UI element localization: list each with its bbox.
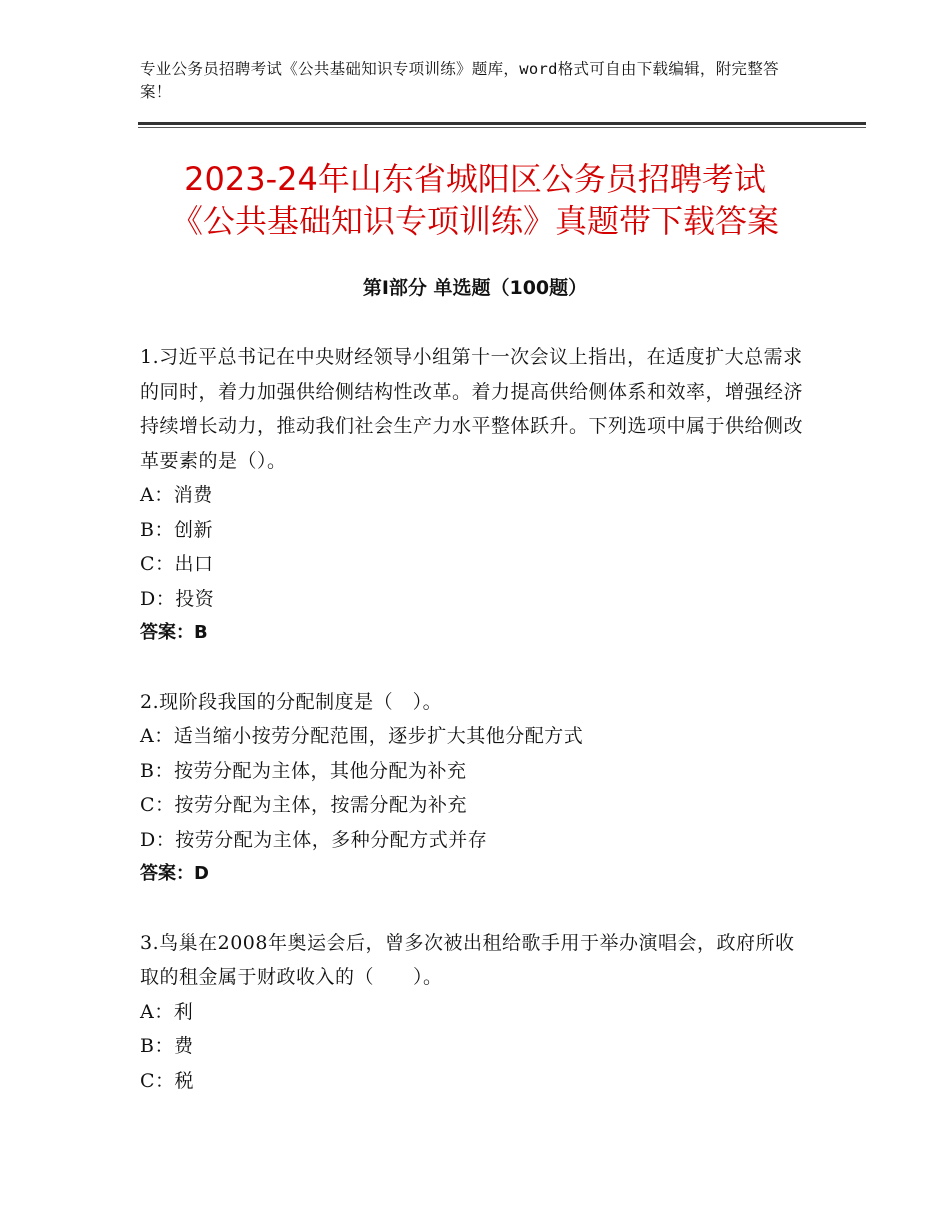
option-a: A：消费 (140, 484, 213, 506)
option-a: A：利 (140, 1000, 194, 1023)
answer: 答案：B (140, 622, 208, 643)
option-b: B：创新 (140, 518, 213, 541)
option-b: B：按劳分配为主体，其他分配为补充 (140, 759, 467, 782)
header-note: 专业公务员招聘考试《公共基础知识专项训练》题库，word格式可自由下载编辑，附完整答案！ (140, 60, 779, 101)
header-divider-thin (138, 127, 866, 128)
question-spacer (140, 651, 810, 685)
section-title: 第Ⅰ部分 单选题（100题） (362, 277, 588, 299)
header-divider-thick (138, 122, 866, 125)
question-spacer (140, 892, 810, 926)
option-c: C：税 (140, 1069, 195, 1092)
question-stem: 2.现阶段我国的分配制度是（ ）。 (140, 690, 443, 713)
question-list (140, 340, 810, 1098)
question-1 (140, 340, 810, 651)
question-stem: 3.鸟巢在2008年奥运会后，曾多次被出租给歌手用于举办演唱会，政府所收取的租金属于财政收入的（ ）。 (140, 931, 795, 988)
option-c: C：按劳分配为主体，按需分配为补充 (140, 794, 468, 816)
question-2 (140, 685, 810, 892)
option-b: B：费 (140, 1035, 194, 1057)
option-a: A：适当缩小按劳分配范围，逐步扩大其他分配方式 (140, 725, 584, 747)
document-title (110, 158, 840, 242)
option-d: D：按劳分配为主体，多种分配方式并存 (140, 828, 488, 851)
document-title-line-1: 2023-24年山东省城阳区公务员招聘考试 (184, 160, 766, 198)
option-c: C：出口 (140, 553, 214, 575)
option-d: D：投资 (140, 587, 215, 610)
document-title-line-2: 《公共基础知识专项训练》真题带下载答案 (170, 202, 779, 240)
question-3 (140, 926, 810, 1099)
answer: 答案：D (140, 863, 209, 884)
question-stem: 1.习近平总书记在中央财经领导小组第十一次会议上指出，在适度扩大总需求的同时，着力加强供给侧结构性改革。着力提高供给侧体系和效率，增强经济持续增长动力，推动我们社会生产力水平整体跃升。下列选项中属于供给侧改革要素的是（）。 (140, 346, 804, 472)
